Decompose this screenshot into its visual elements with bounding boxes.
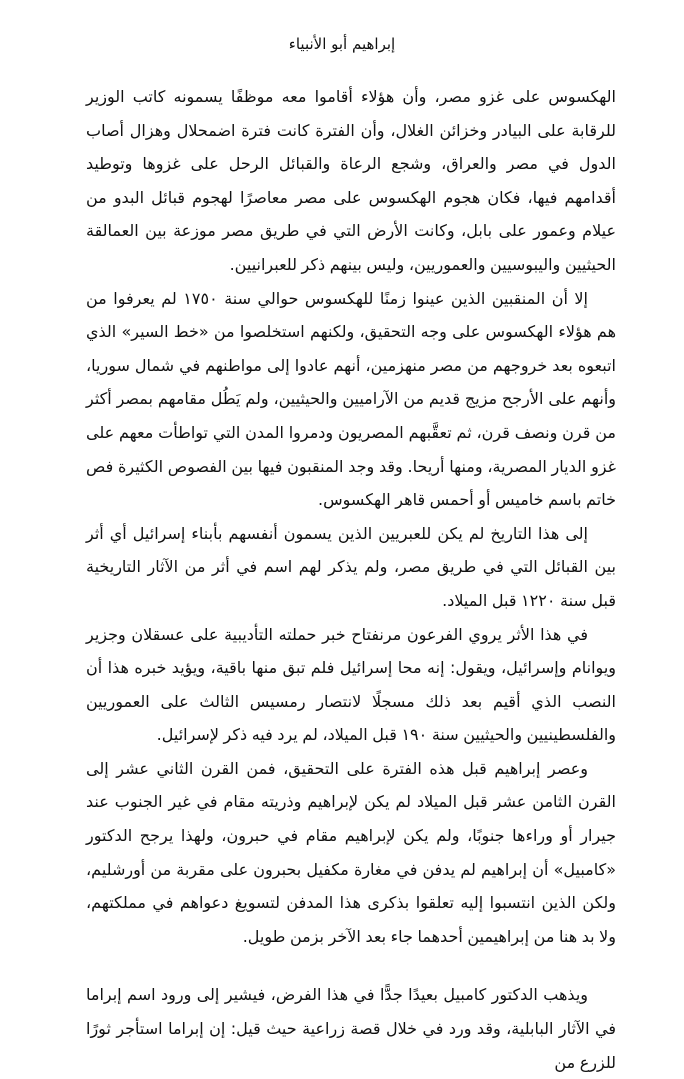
paragraph-2: إلا أن المنقبين الذين عينوا زمنًا للهكسوس حوالي سنة ١٧٥٠ لم يعرفوا من هم هؤلاء الهكسوس على وجه التحقيق، ولكنهم استخلصوا من «خط السير» الذي اتبعوه بعد خروجهم من مصر منهزمين، أنهم عادوا إلى مواطنهم في شمال سوريا، وأنهم على الأرجح مزيج قديم من الآراميين والحيثيين، ولم يَطُل مقامهم بمصر أكثر من قرن ونصف قرن، ثم تعقَّبهم المصريون ودمروا المدن التي تواطأت معهم على غزو الديار المصرية، ومنها أريحا. وقد وجد المنقبون فيها بين الفصوص الكثيرة فص خاتم باسم خاميس أو أحمس قاهر الهكسوس.	[86, 288, 616, 510]
paragraph-1: الهكسوس على غزو مصر، وأن هؤلاء أقاموا معه موظفًا يسمونه كاتب الوزير للرقابة على البيادر وخزائن الغلال، وأن الفترة كانت فترة اضمحلال وهزال أصاب الدول في مصر والعراق، وشجع الرعاة والقبائل الرحل على غزوها وتوطيد أقدامهم فيها، فكان هجوم الهكسوس على مصر معاصرًا لهجوم قبائل البدو من عيلام وعمور على بابل، وكانت الأرض التي في طريق مصر موزعة بين العمالقة الحيثيين واليبوسيين والعموريين، وليس بينهم ذكر للعبرانيين.	[86, 87, 616, 274]
paragraph-5: وعصر إبراهيم قبل هذه الفترة على التحقيق، فمن القرن الثاني عشر إلى القرن الثامن عشر قبل الميلاد لم يكن لإبراهيم وذريته مقام في غير الجنوب عند جيرار أو وراءها جنوبًا، ولم يكن لإبراهيم مقام في حبرون، ولهذا يرجح الدكتور «كامبيل» أن إبراهيم لم يدفن في مغارة مكفيل بحبرون على مقربة من أورشليم، ولكن الذين انتسبوا إليه تعلقوا بذكرى هذا المدفن لتسويغ دعواهم في مملكتهم، ولا بد هنا من إبراهيمين أحدهما جاء بعد الآخر بزمن طويل.	[86, 758, 616, 946]
paragraph-gap	[86, 953, 616, 978]
paragraph-4: في هذا الأثر يروي الفرعون مرنفتاح خبر حملته التأديبية على عسقلان وجزير ويوانام وإسرائيل، ويقول: إنه محا إسرائيل فلم تبق منها باقية، ويؤيد خبره هذا أن النصب الذي أقيم بعد ذلك مسجلًا لانتصار رمسيس الثالث على العموريين والفلسطينيين والحيثيين سنة ١٩٠ قبل الميلاد، لم يرد فيه ذكر لإسرائيل.	[86, 624, 616, 745]
paragraph-6: ويذهب الدكتور كامبيل بعيدًا جدًّا في هذا الفرض، فيشير إلى ورود اسم إبراما في الآثار البابلية، وقد ورد في خلال قصة زراعية حيث قيل: إن إبراما استأجر ثورًا للزرع من	[86, 985, 616, 1072]
body-text	[86, 80, 616, 1079]
paragraph-3: إلى هذا التاريخ لم يكن للعبريين الذين يسمون أنفسهم بأبناء إسرائيل أي أثر بين القبائل التي في طريق مصر، ولم يذكر لهم اسم في أثر من الآثار التاريخية قبل سنة ١٢٢٠ قبل الميلاد.	[86, 523, 616, 610]
running-header: إبراهيم أبو الأنبياء	[288, 35, 396, 53]
